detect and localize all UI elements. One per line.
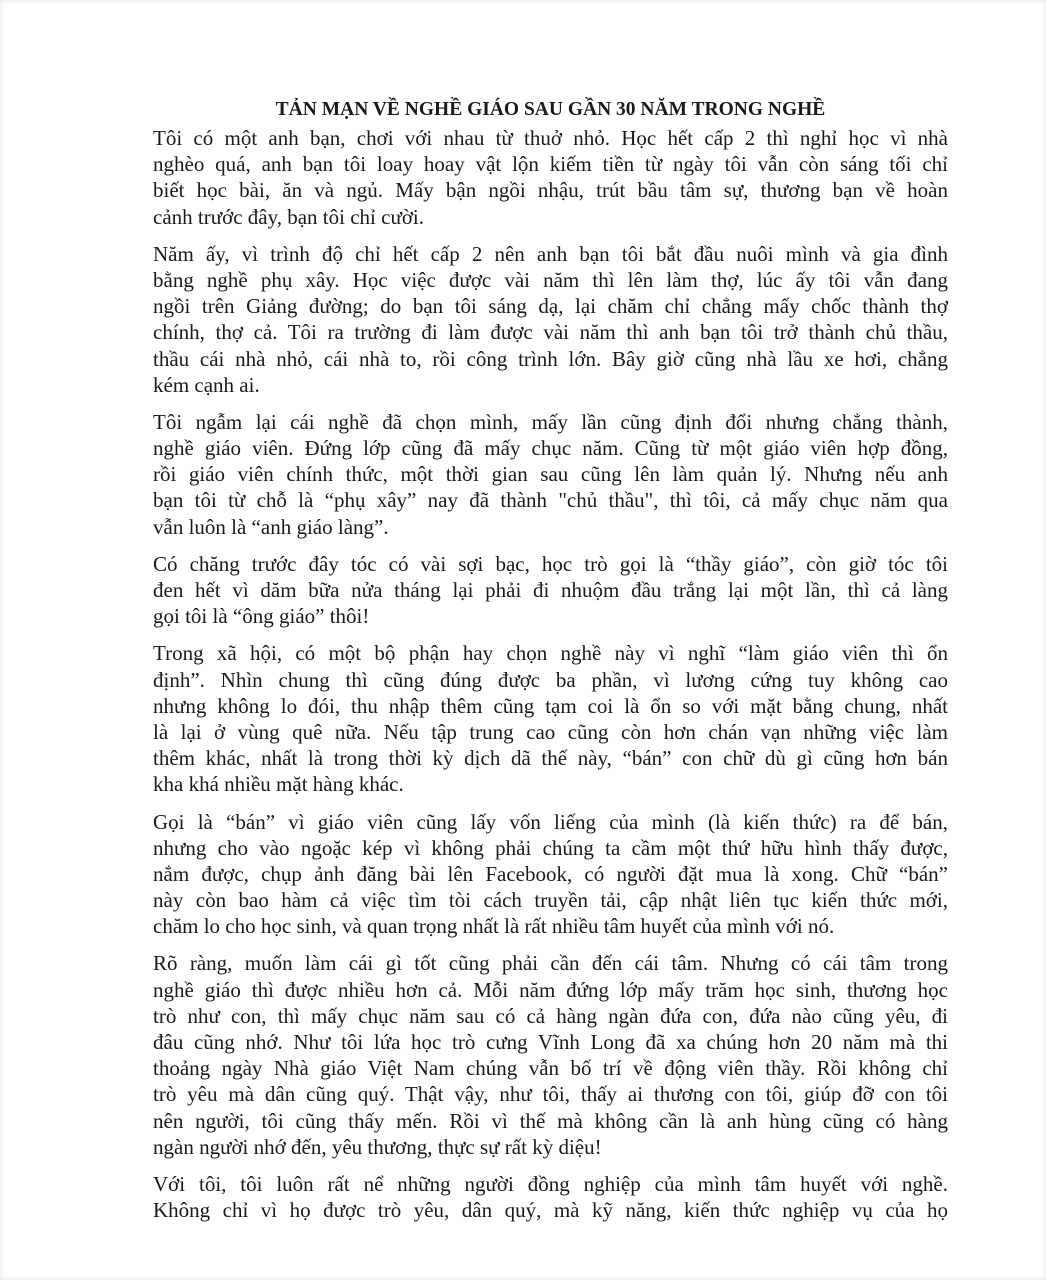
text-line: Năm ấy, vì trình độ chỉ hết cấp 2 nên anh bạn tôi bắt đầu nuôi mình và gia đình: [153, 241, 948, 266]
text-line: nhưng cho vào ngoặc kép vì không phải chúng ta cầm một thứ hữu hình thấy được,: [153, 835, 948, 860]
text-line: Tôi ngẫm lại cái nghề đã chọn mình, mấy lần cũng định đổi nhưng chẳng thành,: [153, 409, 948, 434]
text-line: Không chỉ vì họ được trò yêu, dân quý, mà kỹ năng, kiến thức nghiệp vụ của họ: [153, 1198, 948, 1223]
text-line: Có chăng trước đây tóc có vài sợi bạc, học trò gọi là “thầy giáo”, còn giờ tóc tôi: [153, 551, 948, 576]
text-line: Tôi có một anh bạn, chơi với nhau từ thuở nhỏ. Học hết cấp 2 thì nghỉ học vì nhà: [153, 126, 948, 150]
document-title: TẢN MẠN VỀ NGHỀ GIÁO SAU GẦN 30 NĂM TRONG NGHỀ: [275, 99, 826, 120]
text-line: Rõ ràng, muốn làm cái gì tốt cũng phải cần đến cái tâm. Nhưng có cái tâm trong: [153, 951, 948, 976]
text-line: biết học bài, ăn và ngủ. Mấy bận ngồi nhậu, trút bầu tâm sự, thương bạn về hoàn: [153, 178, 948, 203]
paragraph: [153, 409, 948, 540]
text-line: bạn tôi từ chỗ là “phụ xây” nay đã thành "chủ thầu", thì tôi, cả mấy chục năm qua: [153, 488, 948, 513]
text-line: nghề giáo thì được nhiều hơn cả. Mỗi năm đứng lớp mấy trăm học sinh, thương học: [153, 977, 948, 1002]
text-line: nghèo quá, anh bạn tôi loay hoay vật lộn kiếm tiền từ ngày tôi vẫn còn sáng tối chỉ: [153, 152, 948, 177]
text-line: chính, thợ cả. Tôi ra trường đi làm được vài năm thì anh bạn tôi trở thành chủ thầu,: [153, 320, 948, 345]
paragraph: [153, 950, 948, 1160]
text-line: thêm khác, nhất là trong thời kỳ dịch dã thế này, “bán” con chữ dù gì cũng hơn bán: [153, 746, 948, 771]
text-line: ngồi trên Giảng đường; do bạn tôi sáng dạ, lại chăm chỉ chẳng mấy chốc thành thợ: [153, 294, 948, 319]
text-line: là lại ở vùng quê nữa. Nếu tập trung cao cũng còn hơn chán vạn những việc làm: [153, 719, 948, 744]
text-line: rồi giáo viên chính thức, một thời gian sau cũng lên làm quản lý. Nhưng nếu anh: [153, 462, 948, 487]
paragraph: [153, 551, 948, 630]
text-line: vẫn luôn là “anh giáo làng”.: [153, 514, 389, 539]
text-line: bằng nghề phụ xây. Học việc được vài năm thì lên làm thợ, lúc ấy tôi vẫn đang: [153, 267, 948, 292]
text-line: này còn bao hàm cả việc tìm tòi cách truyền tải, cập nhật liên tục kiến thức mới,: [153, 888, 948, 913]
text-line: đen hết vì dăm bữa nửa tháng lại phải đi nhuộm đầu trắng lại một lần, thì cả làng: [153, 578, 948, 602]
text-line: Trong xã hội, có một bộ phận hay chọn nghề này vì nghĩ “làm giáo viên thì ổn: [153, 641, 948, 666]
text-line: trò yêu mà dân cũng quý. Thật vậy, như tôi, thấy ai thương con tôi, giúp đỡ con tôi: [153, 1082, 948, 1107]
text-line: thầu cái nhà nhỏ, cái nhà to, rồi công trình lớn. Bây giờ cũng nhà lầu xe hơi, chẳng: [153, 346, 948, 371]
text-line: nhưng không lo đói, thu nhập thêm cũng tạm coi là ổn so với mặt bằng chung, nhất: [153, 693, 948, 718]
paragraph: [153, 640, 948, 797]
text-line: đâu cũng nhớ. Như tôi lứa học trò cưng Vĩnh Long đã xa chúng hơn 20 năm mà thi: [153, 1030, 948, 1054]
text-line: Với tôi, tôi luôn rất nể những người đồng nghiệp của mình tâm huyết với nghề.: [153, 1171, 948, 1196]
text-line: nên người, tôi cũng thấy mến. Rồi vì thế mà không cần là anh hùng cũng có hàng: [153, 1108, 948, 1133]
text-line: định”. Nhìn chung thì cũng đúng được ba phần, vì lương cứng tuy không cao: [153, 667, 948, 692]
text-line: nắm được, chụp ảnh đăng bài lên Facebook, có người đặt mua là xong. Chữ “bán”: [153, 861, 948, 886]
paragraph: [153, 241, 948, 398]
document-content: [153, 97, 948, 1234]
text-line: kém cạnh ai.: [153, 372, 260, 397]
paragraph: [153, 809, 948, 940]
text-line: Gọi là “bán” vì giáo viên cũng lấy vốn liếng của mình (là kiến thức) ra để bán,: [153, 809, 948, 834]
text-line: thoảng ngày Nhà giáo Việt Nam chúng vẫn bố trí về động viên thầy. Rồi không chỉ: [153, 1056, 948, 1081]
text-line: trò như con, thì mấy chục năm sau có cả hàng ngàn đứa con, đứa nào cũng yêu, đi: [153, 1003, 948, 1028]
paragraph: [153, 1171, 948, 1223]
text-line: gọi tôi là “ông giáo” thôi!: [153, 604, 370, 629]
text-line: nghề giáo viên. Đứng lớp cũng đã mấy chục năm. Cũng từ một giáo viên hợp đồng,: [153, 436, 948, 461]
text-line: ngàn người nhớ đến, yêu thương, thực sự rất kỳ diệu!: [153, 1134, 602, 1159]
text-line: chăm lo cho học sinh, và quan trọng nhất là rất nhiều tâm huyết của mình với nó.: [153, 914, 835, 939]
paragraph: [153, 125, 948, 230]
text-line: kha khá nhiều mặt hàng khác.: [153, 772, 404, 797]
text-line: cảnh trước đây, bạn tôi chỉ cười.: [153, 204, 425, 229]
